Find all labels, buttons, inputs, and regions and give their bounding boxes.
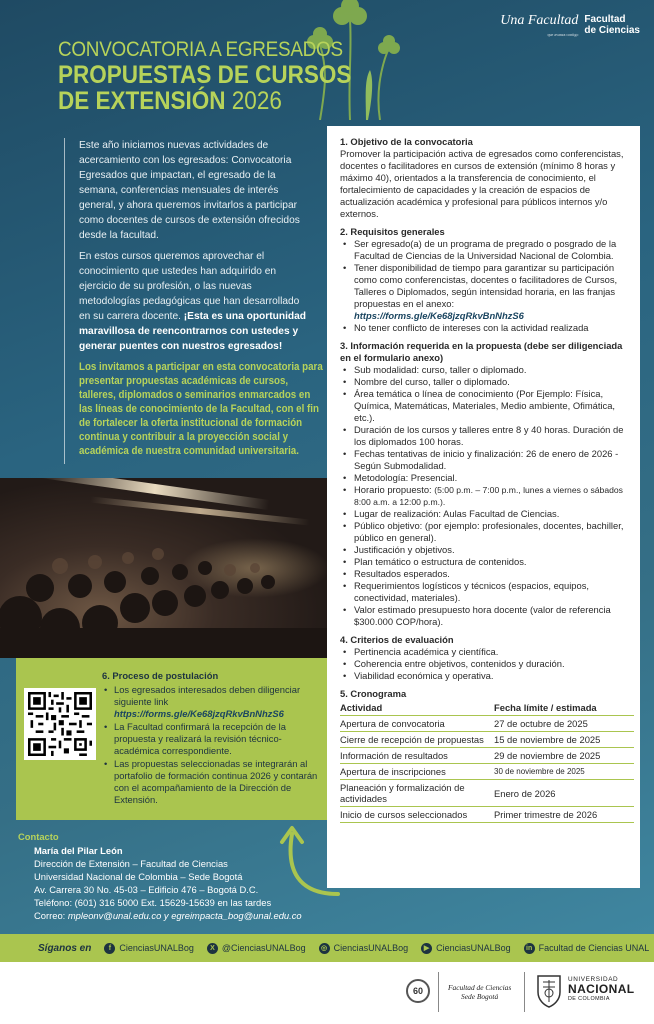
intro-paragraph-2-text: En estos cursos queremos aprovechar el conocimiento que ustedes han adquirido en ejercicio de su profesión, o las nuevas metodologías pedagógicas que han desarrollado en su carrera docente.: [79, 251, 300, 322]
social-linkedin-handle: Facultad de Ciencias UNAL: [538, 943, 650, 953]
audience-silhouettes: [0, 478, 332, 658]
schedule-heading: 5. Cronograma: [340, 688, 407, 699]
postulation-heading: 6. Proceso de postulación: [102, 670, 219, 681]
table-cell: Enero de 2026: [494, 780, 634, 807]
table-cell: Planeación y formalización de actividades: [340, 780, 494, 807]
info-item: • Área temática o línea de conocimiento (Por Ejemplo: Física, Química, Matemáticas, Materiales, Medio ambiente, Ofimática, etc.).: [340, 388, 634, 424]
table-cell: Información de resultados: [340, 748, 494, 764]
requirements-heading: 2. Requisitos generales: [340, 226, 445, 237]
intro-paragraph-1: Este año iniciamos nuevas actividades de acercamiento con los egresados: Convocatoria Egresados que impactan, el egresado de la semana, conferencias mensuales de interés general, y ahora queremos invitarlos a participar como docentes de cursos de extensión ofrecidos desde la facultad.: [79, 140, 300, 241]
contact-email-label: Correo:: [34, 910, 68, 921]
info-heading: 3. Información requerida en la propuesta (debe ser diligenciada en el formulario anexo): [340, 340, 623, 363]
info-item: • Requerimientos logísticos y técnicos (espacios, equipos, conectividad, materiales).: [340, 580, 634, 604]
criteria-item: • Viabilidad económica y operativa.: [340, 670, 634, 682]
social-bar: [0, 934, 654, 962]
info-item: • Nombre del curso, taller o diplomado.: [340, 376, 634, 388]
info-item: • Sub modalidad: curso, taller o diplomado.: [340, 364, 634, 376]
logo-name-line1: Facultad: [584, 14, 626, 25]
table-cell: 30 de noviembre de 2025: [494, 764, 634, 780]
info-item: • Lugar de realización: Aulas Facultad de Ciencias.: [340, 508, 634, 520]
requirements-list: [340, 238, 634, 334]
contact-line-1: Dirección de Extensión – Facultad de Ciencias: [34, 858, 228, 869]
table-cell: Cierre de recepción de propuestas: [340, 732, 494, 748]
unal-logo-text: [568, 976, 635, 1002]
intro-paragraph-2: [79, 249, 312, 354]
footer-facultad-line2: Sede Bogotá: [461, 992, 499, 1001]
info-item-schedule: [340, 484, 634, 508]
info-item: • Plan temático o estructura de contenidos.: [340, 556, 634, 568]
social-instagram-handle: CienciasUNALBog: [333, 943, 409, 953]
table-cell: Apertura de convocatoria: [340, 716, 494, 732]
table-row: [340, 764, 634, 780]
logo-brand: Una Facultad: [500, 13, 579, 28]
footer-facultad-line1: Facultad de Ciencias: [448, 983, 512, 992]
social-facebook-handle: CienciasUNALBog: [119, 943, 194, 953]
schedule-table: [340, 701, 634, 823]
requirement-item-text: Tener disponibilidad de tiempo para garantizar su participación como como conferencistas, docentes o facilitadores de Cursos, Talleres o Diplomados, según intensidad horaria, en las franjas propuestas en el anexo:: [354, 262, 618, 309]
postulation-item-1-text: Los egresados interesados deben diligenciar siguiente link: [114, 684, 301, 707]
info-list: [340, 364, 634, 628]
social-linkedin[interactable]: [524, 943, 650, 954]
schedule-label: Horario propuesto:: [354, 484, 435, 495]
info-item: • Valor estimado presupuesto hora docente (valor de referencia $300.000 COP/hora).: [340, 604, 634, 628]
unal-line2: NACIONAL: [568, 982, 635, 996]
contact-name: María del Pilar León: [34, 845, 123, 856]
table-cell: Inicio de cursos seleccionados: [340, 807, 494, 823]
table-row: [340, 716, 634, 732]
requirements-form-link[interactable]: https://forms.gle/Ke68jzqRkvBnNhzS6: [354, 310, 524, 321]
criteria-heading: 4. Criterios de evaluación: [340, 634, 454, 645]
contact-phone: Teléfono: (601) 316 5000 Ext. 15629-15639 en las tardes: [34, 897, 272, 908]
social-twitter-handle: @CienciasUNALBog: [221, 943, 306, 953]
table-header-activity: Actividad: [340, 701, 494, 716]
postulation-list: [102, 684, 326, 806]
intro-paragraph-2-highlight: ¡Esta es una oportunidad maravillosa de reencontrarnos con ustedes y generar puentes con nuestros egresados!: [79, 311, 307, 352]
anniversary-badge: 60: [406, 979, 430, 1003]
table-cell: 15 de noviembre de 2025: [494, 732, 634, 748]
info-item: • Duración de los cursos y talleres entre 8 y 40 horas. Duración de los diplomados 100 horas.: [340, 424, 634, 448]
table-header-row: [340, 701, 634, 716]
postulation-item-3: • Las propuestas seleccionadas se integrarán al portafolio de formación continua 2026 y contarán con el acompañamiento de la Dirección de Extensión.: [102, 758, 326, 806]
postulation-form-link[interactable]: https://forms.gle/Ke68jzqRkvBnNhzS6: [114, 708, 284, 719]
facultad-logo: [500, 14, 640, 42]
criteria-item: • Pertinencia académica y científica.: [340, 646, 634, 658]
contact-line-2: Universidad Nacional de Colombia – Sede Bogotá: [34, 871, 243, 882]
contact-email-line: [34, 909, 328, 922]
social-twitter[interactable]: [207, 943, 306, 954]
table-cell: Primer trimestre de 2026: [494, 807, 634, 823]
table-header-date: Fecha límite / estimada: [494, 701, 634, 716]
title-line-3-text: DE EXTENSIÓN: [58, 87, 226, 115]
social-instagram[interactable]: [319, 943, 409, 954]
title-line-1: CONVOCATORIA A EGRESADOS: [58, 38, 343, 61]
intro-paragraph-3: Los invitamos a participar en esta convocatoria para presentar propuestas académicas de cursos, talleres, diplomados o seminarios enmarcados en las líneas de conocimiento de la Facultad, con el fin de fortalecer la oferta institucional de formación continua y contribuir a la proyección social y académica de nuestra comunidad universitaria.: [79, 361, 323, 457]
table-row: [340, 732, 634, 748]
title-year: 2026: [231, 87, 282, 115]
table-row: [340, 780, 634, 807]
table-row: [340, 748, 634, 764]
contact-heading: Contacto: [18, 831, 59, 842]
contact-emails[interactable]: mpleonv@unal.edu.co y egreimpacta_bog@unal.edu.co: [67, 910, 302, 921]
criteria-item: • Coherencia entre objetivos, contenidos y duración.: [340, 658, 634, 670]
unal-crest-icon: [534, 974, 564, 1008]
requirement-item: • No tener conflicto de intereses con la actividad realizada: [340, 322, 634, 334]
logo-tagline: que avanza contigo: [547, 32, 579, 37]
objective-text: Promover la participación activa de egresados como conferencistas, docentes o facilitadores en cursos de extensión (mínimo 8 horas y máximo 40), orientados a la transferencia de conocimiento, el fortalecimiento de capacidades y la creación de espacios de actualización académica y profesional para públicos internos y/o externos.: [340, 148, 624, 219]
table-cell: Apertura de inscripciones: [340, 764, 494, 780]
title-line-3: [58, 88, 351, 114]
linkedin-icon: in: [524, 943, 535, 954]
schedule-value: (5:00 p.m. – 7:00 p.m., lunes a viernes o sábados 8:00 a.m. a 12:00 p.m.).: [354, 485, 623, 507]
instagram-icon: ◎: [319, 943, 330, 954]
footer-divider: [438, 972, 439, 1012]
objective-heading: 1. Objetivo de la convocatoria: [340, 136, 473, 147]
auditorium-photo: [0, 478, 332, 658]
logo-name-line2: de Ciencias: [584, 25, 640, 36]
info-item: • Metodología: Presencial.: [340, 472, 634, 484]
info-item: • Justificación y objetivos.: [340, 544, 634, 556]
requirement-item: • Ser egresado(a) de un programa de pregrado o posgrado de la Facultad de Ciencias de la Universidad Nacional de Colombia.: [340, 238, 634, 262]
contact-line-3: Av. Carrera 30 No. 45-03 – Edificio 476 – Bogotá D.C.: [34, 884, 259, 895]
details-content: [340, 136, 634, 823]
title-line-2: PROPUESTAS DE CURSOS: [58, 61, 352, 89]
social-youtube-handle: CienciasUNALBog: [436, 943, 511, 953]
postulation-process: [102, 670, 326, 807]
postulation-item-1: [102, 684, 326, 720]
unal-line3: DE COLOMBIA: [568, 996, 610, 1002]
youtube-icon: ▶: [421, 943, 432, 954]
table-row: [340, 807, 634, 823]
social-facebook[interactable]: [104, 943, 194, 954]
info-item: • Público objetivo: (por ejemplo: profesionales, docentes, bachiller, público en general).: [340, 520, 634, 544]
qr-code[interactable]: [24, 688, 96, 760]
footer-divider: [524, 972, 525, 1012]
facebook-icon: f: [104, 943, 115, 954]
info-item: • Fechas tentativas de inicio y finalización: 26 de enero de 2026 - Según Submodalidad.: [340, 448, 634, 472]
criteria-list: [340, 646, 634, 682]
intro-text: [64, 138, 323, 464]
social-youtube[interactable]: [421, 943, 511, 954]
social-follow-label: Síganos en: [38, 942, 92, 954]
info-item: • Resultados esperados.: [340, 568, 634, 580]
x-icon: X: [207, 943, 218, 954]
footer-facultad-text: [448, 983, 511, 1001]
postulation-item-2: • La Facultad confirmará la recepción de la propuesta y realizará la revisión técnico-académica correspondiente.: [102, 721, 326, 757]
unal-line1: UNIVERSIDAD: [568, 976, 619, 983]
poster-title: [58, 38, 384, 114]
requirement-item: [340, 262, 634, 322]
table-cell: 29 de noviembre de 2025: [494, 748, 634, 764]
postulation-box: [16, 658, 332, 820]
table-cell: 27 de octubre de 2025: [494, 716, 634, 732]
